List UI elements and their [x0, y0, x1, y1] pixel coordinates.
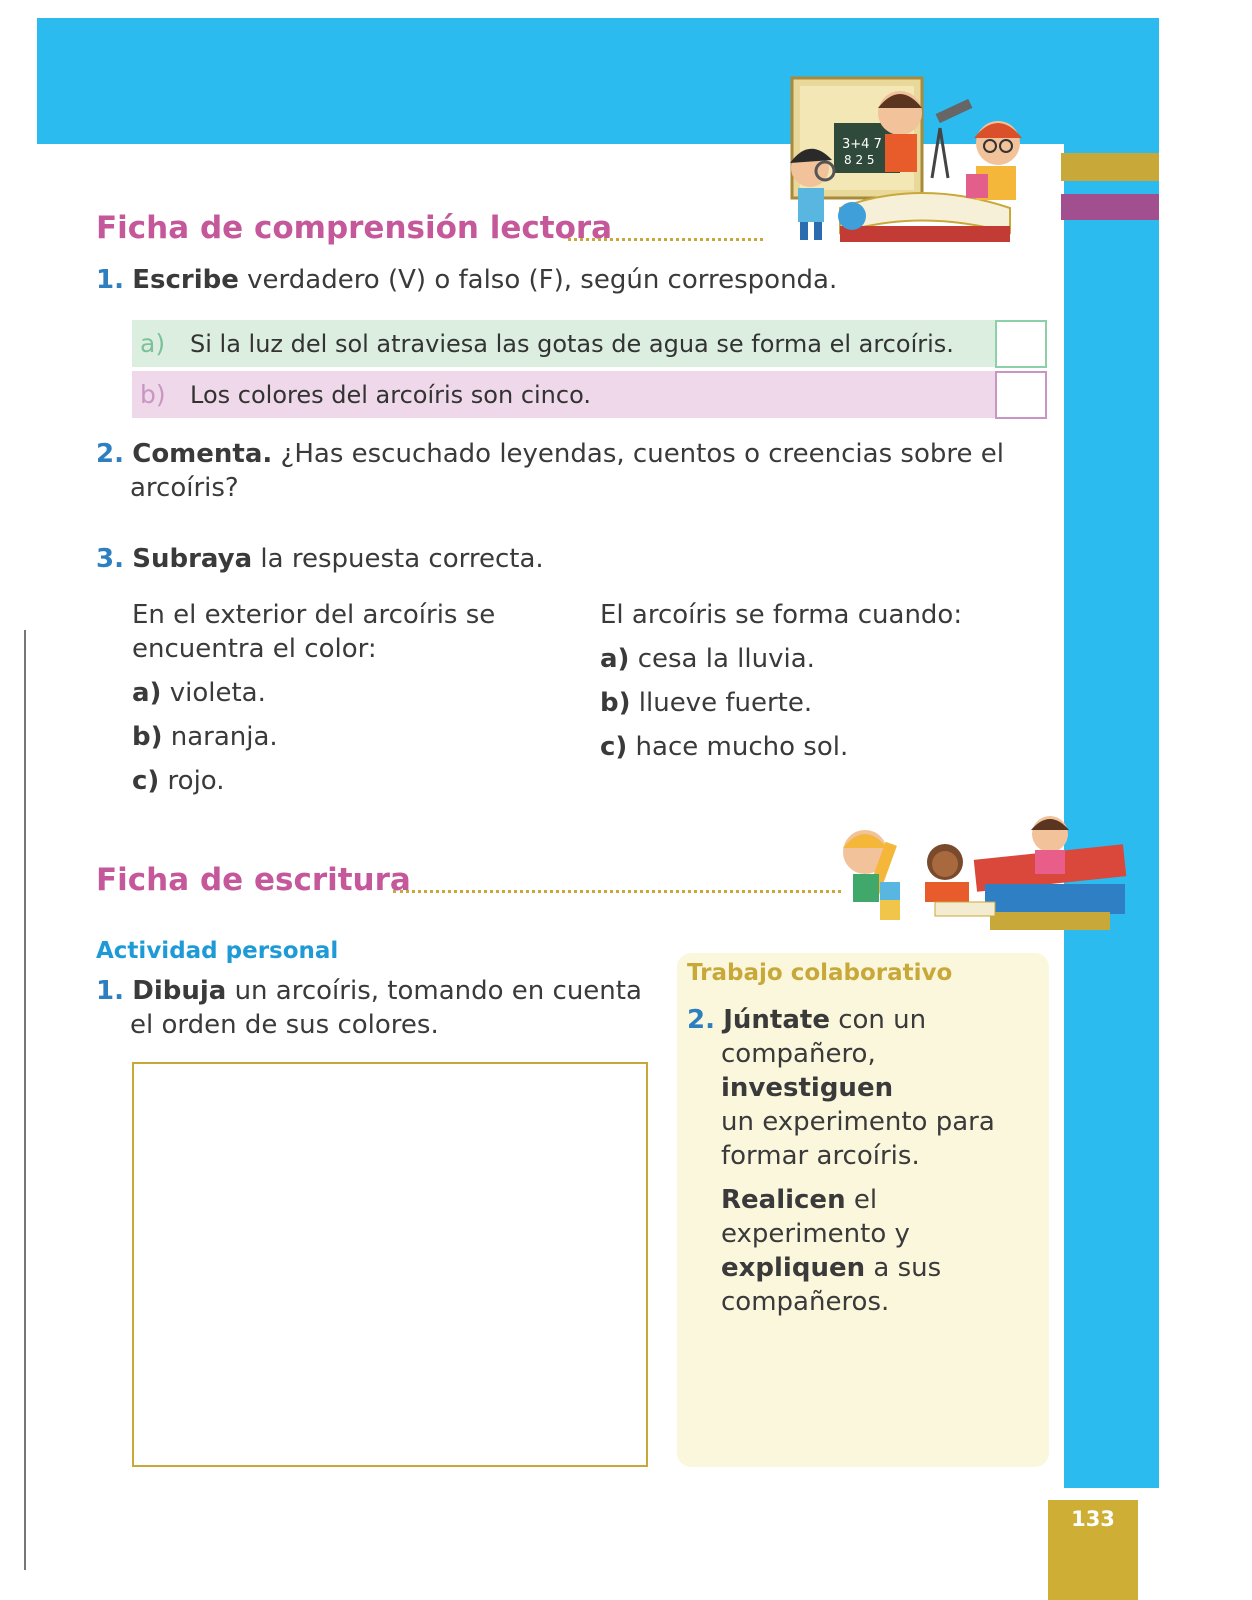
question-text: compañero, [721, 1039, 876, 1069]
option-text: violeta. [161, 678, 266, 708]
title-dotted-line [393, 890, 841, 893]
question-text: experimento y [721, 1219, 910, 1249]
title-dotted-line [568, 238, 763, 241]
question-text: la respuesta correcta. [252, 544, 544, 574]
option-b[interactable] [600, 686, 1020, 720]
question-verb: Comenta. [132, 439, 273, 469]
option-a[interactable] [132, 676, 552, 710]
option-text: naranja. [162, 722, 278, 752]
question-text: un experimento para [721, 1107, 995, 1137]
option-letter: b) [132, 722, 163, 752]
kids-books-illustration [835, 812, 1140, 942]
writing-question-1 [96, 974, 656, 1042]
q3-left-prompt-cont: encuentra el color: [132, 634, 377, 664]
question-text: compañeros. [721, 1287, 890, 1317]
right-blue-band [1064, 18, 1159, 1488]
option-letter: a) [132, 678, 162, 708]
row-letter: b) [140, 380, 166, 409]
question-verb: Escribe [132, 265, 239, 295]
question-verb: Dibuja [132, 976, 227, 1006]
option-text: hace mucho sol. [627, 732, 849, 762]
answer-box-a[interactable] [995, 320, 1047, 368]
gold-tab [1061, 153, 1159, 181]
question-text-cont: el orden de sus colores. [130, 1010, 439, 1040]
answer-box-b[interactable] [995, 371, 1047, 419]
section-title-escritura: Ficha de escritura [96, 862, 411, 898]
question-1 [96, 263, 837, 297]
trabajo-colaborativo-heading: Trabajo colaborativo [687, 960, 953, 986]
svg-text:8 2 5: 8 2 5 [844, 153, 875, 167]
writing-question-2 [687, 1003, 1047, 1319]
option-text: cesa la lluvia. [629, 644, 815, 674]
question-text: el [845, 1185, 878, 1215]
option-b[interactable] [132, 720, 552, 754]
option-text: rojo. [159, 766, 225, 796]
question-text: formar arcoíris. [721, 1141, 920, 1171]
q3-right-prompt: El arcoíris se forma cuando: [600, 600, 963, 630]
option-letter: c) [600, 732, 628, 762]
option-letter: b) [600, 688, 631, 718]
question-verb: Júntate [723, 1005, 830, 1035]
row-letter: a) [140, 329, 166, 358]
row-statement: Los colores del arcoíris son cinco. [190, 380, 591, 409]
q3-left-prompt: En el exterior del arcoíris se [132, 600, 496, 630]
true-false-row-a [132, 320, 1047, 367]
question-number: 1. [96, 265, 124, 295]
question-text: ¿Has escuchado leyendas, cuentos o creencias sobre el [272, 439, 1004, 469]
question-number: 2. [96, 439, 124, 469]
section-title-comprension: Ficha de comprensión lectora [96, 210, 613, 246]
option-c[interactable] [600, 730, 1020, 764]
purple-tab [1061, 194, 1159, 220]
option-letter: a) [600, 644, 630, 674]
q3-left-column [132, 598, 552, 798]
question-3 [96, 542, 544, 576]
question-2 [96, 437, 1026, 505]
question-number: 1. [96, 976, 124, 1006]
q3-right-column [600, 598, 1020, 764]
question-verb: expliquen [721, 1253, 866, 1283]
drawing-area[interactable] [132, 1062, 648, 1467]
margin-line [24, 630, 26, 1570]
question-number: 2. [687, 1005, 715, 1035]
question-text-cont: arcoíris? [130, 473, 239, 503]
question-verb: investiguen [721, 1073, 894, 1103]
true-false-row-b [132, 371, 1047, 418]
actividad-personal-heading: Actividad personal [96, 938, 339, 964]
question-number: 3. [96, 544, 124, 574]
reading-kids-illustration [770, 68, 1060, 253]
question-text: un arcoíris, tomando en cuenta [226, 976, 642, 1006]
svg-text:3+4 7: 3+4 7 [842, 137, 882, 152]
row-statement: Si la luz del sol atraviesa las gotas de agua se forma el arcoíris. [190, 329, 954, 358]
question-text: a sus [865, 1253, 942, 1283]
option-text: llueve fuerte. [630, 688, 813, 718]
question-verb: Subraya [132, 544, 253, 574]
option-letter: c) [132, 766, 160, 796]
option-a[interactable] [600, 642, 1020, 676]
question-text: verdadero (V) o falso (F), según corresponda. [238, 265, 838, 295]
option-c[interactable] [132, 764, 552, 798]
page-number: 133 [1071, 1507, 1115, 1531]
question-text: con un [829, 1005, 927, 1035]
question-verb: Realicen [721, 1185, 846, 1215]
